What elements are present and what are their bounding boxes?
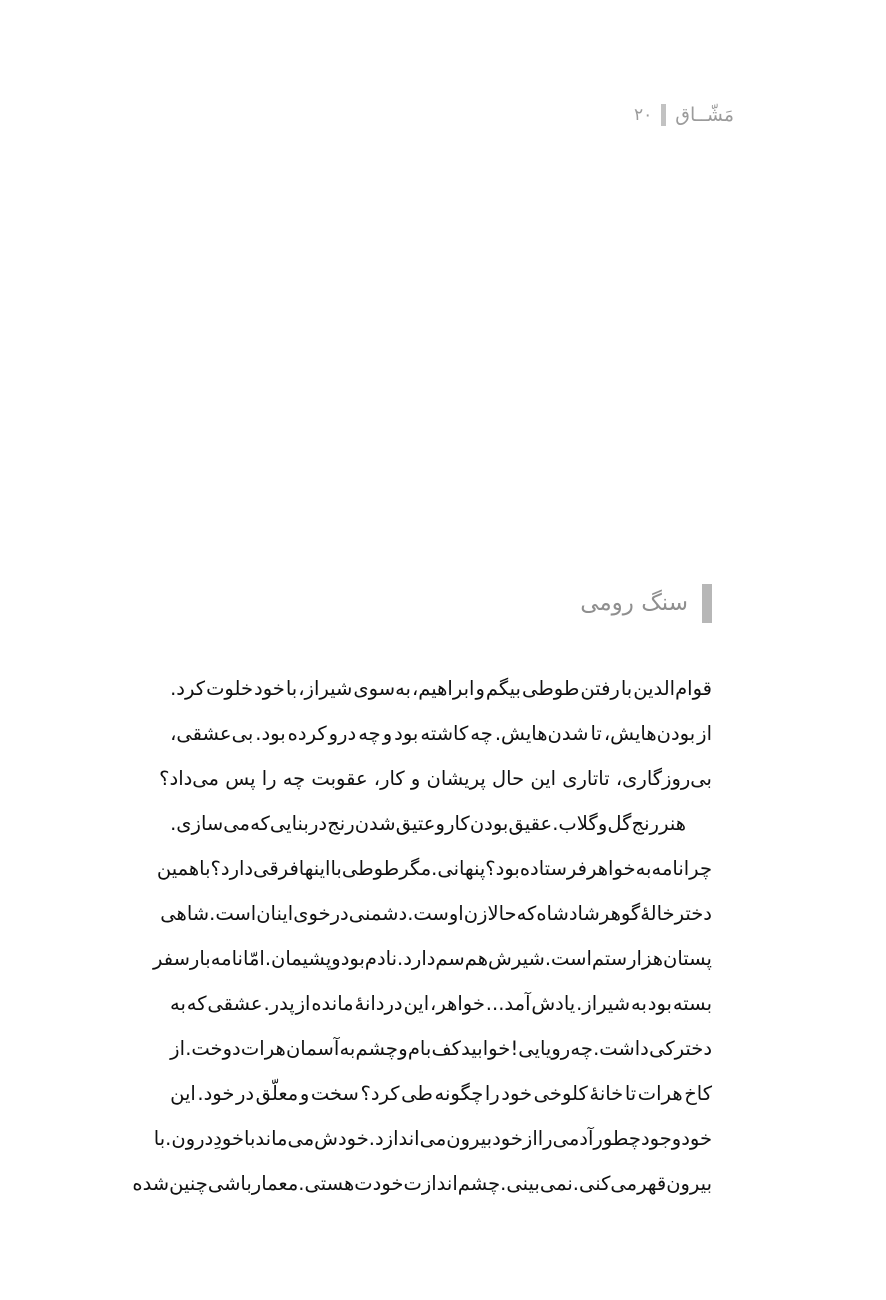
body-word: بود.: [255, 722, 286, 745]
body-word: بود: [394, 722, 419, 745]
body-word: است.: [209, 902, 257, 925]
body-word: پدر.: [263, 992, 295, 1015]
body-word: خودِ: [213, 1127, 245, 1150]
body-word: کرد؟: [360, 1082, 400, 1105]
body-word: خودت: [354, 1172, 404, 1195]
body-word: رفتن: [580, 677, 620, 700]
body-word: با: [244, 1127, 256, 1150]
body-text-block: [132, 666, 712, 1206]
body-word: خود.: [197, 1082, 235, 1105]
body-word: بودن: [469, 812, 509, 835]
body-word: کف: [431, 1037, 461, 1060]
body-word: بار: [189, 947, 211, 970]
body-word: شده: [132, 1172, 170, 1195]
body-word: می‌کنی.: [572, 1172, 638, 1195]
body-word: خودش: [314, 1127, 369, 1150]
body-word: کار: [445, 812, 470, 835]
body-line: [170, 666, 712, 711]
body-line: [170, 801, 712, 846]
body-word: هم: [464, 947, 489, 970]
body-word: فرستاده: [519, 857, 587, 880]
body-word: پشیمان.: [264, 947, 332, 970]
body-word: گلاب.: [552, 812, 598, 835]
body-word: به: [339, 1037, 356, 1060]
body-word: و: [435, 812, 445, 835]
body-word: خواهر،: [430, 992, 485, 1015]
body-word: نامه: [210, 947, 243, 970]
body-word: آسمان: [285, 1037, 340, 1060]
body-word: دردانهٔ: [354, 992, 403, 1015]
body-word: چطور: [593, 1127, 641, 1150]
body-word: نادم: [364, 947, 398, 970]
body-word: را: [484, 1082, 500, 1105]
body-word: بام: [407, 1037, 432, 1060]
body-word: نمی‌بینی.: [500, 1172, 573, 1195]
body-word: دارد.: [397, 947, 436, 970]
body-word: پنهانی.: [431, 857, 486, 880]
page-number: ۲۰: [633, 104, 653, 125]
body-word: در: [235, 1082, 255, 1105]
body-word: همین: [156, 857, 200, 880]
body-word: این: [403, 992, 430, 1015]
body-word: بود: [647, 992, 672, 1015]
body-word: خود: [254, 677, 285, 700]
body-word: هزار: [627, 947, 664, 970]
body-word: بود: [340, 947, 365, 970]
body-word: خود: [681, 1127, 712, 1150]
body-word: شدن: [354, 812, 396, 835]
body-word: گوهرشاد: [568, 902, 641, 925]
body-word: است.: [544, 947, 592, 970]
body-word: درو: [328, 722, 357, 745]
body-word: زن: [463, 902, 488, 925]
body-word: عشقی: [207, 992, 263, 1015]
body-word: که: [186, 992, 207, 1015]
body-word: قهر: [637, 1172, 667, 1195]
body-word: عقیق: [508, 812, 553, 835]
body-word: اینان: [256, 902, 294, 925]
header-book-title: مَشّــاق: [675, 103, 734, 126]
body-word: ستم: [591, 947, 628, 970]
body-word: چنین: [169, 1172, 208, 1195]
body-word: داشت.: [593, 1037, 649, 1060]
body-word: عتیق: [395, 812, 436, 835]
body-word: خود: [492, 1127, 523, 1150]
body-word: حالا: [487, 902, 517, 925]
body-word: را: [537, 1127, 553, 1150]
section-heading-label: سنگ رومی: [580, 590, 688, 616]
body-line: بی‌روزگاری، تاتاری این حال پریشان و کار، عقوبت چه را پس می‌داد؟: [159, 767, 712, 790]
body-word: شیراز،: [298, 677, 353, 700]
body-word: گل: [607, 812, 632, 835]
body-word: نامه: [651, 857, 684, 880]
body-line: [170, 981, 712, 1026]
body-word: خوی: [293, 902, 331, 925]
body-word: طوطی: [521, 677, 580, 700]
body-word: خانهٔ: [589, 1082, 624, 1105]
body-word: بیرون: [666, 1172, 712, 1195]
header-divider-rule: [661, 104, 666, 126]
body-word: کرده: [287, 722, 327, 745]
body-word: طی: [401, 1082, 433, 1105]
body-word: می‌ماند: [255, 1127, 315, 1150]
heading-accent-rule: [702, 584, 712, 623]
body-word: بیرون: [446, 1127, 493, 1150]
body-word: هرات: [240, 1037, 286, 1060]
body-line: [160, 891, 712, 936]
body-word: سخت: [310, 1082, 359, 1105]
body-word: و: [299, 1082, 310, 1105]
body-word: بنایی: [269, 812, 309, 835]
body-word: از: [697, 722, 712, 745]
body-word: و: [382, 722, 393, 745]
body-word: خواهر: [587, 857, 636, 880]
body-word: هرات: [637, 1082, 683, 1105]
body-word: وجود: [640, 1127, 682, 1150]
body-word: درون.: [165, 1127, 214, 1150]
body-word: این: [170, 1082, 196, 1105]
body-word: خوابید: [461, 1037, 511, 1060]
body-line: [152, 936, 712, 981]
body-word: سم: [435, 947, 465, 970]
body-word: امّا: [243, 947, 265, 970]
body-word: از: [170, 1037, 185, 1060]
body-word: پستان: [663, 947, 712, 970]
body-word: از: [295, 992, 311, 1015]
body-word: معمارباشی: [207, 1172, 299, 1195]
body-word: تا: [590, 722, 602, 745]
body-word: بیگم: [485, 677, 521, 700]
body-word: قوام‌الدین: [633, 677, 712, 700]
body-word: با: [285, 677, 298, 700]
body-word: از: [522, 1127, 538, 1150]
body-word: دشمنی: [348, 902, 408, 925]
body-word: هنر: [659, 812, 686, 835]
body-word: و: [597, 812, 608, 835]
body-word: در: [330, 902, 349, 925]
body-word: خلوت: [206, 677, 254, 700]
body-word: با: [330, 857, 342, 880]
body-word: مگر: [399, 857, 432, 880]
body-word: بسته: [672, 992, 712, 1015]
body-word: ابراهیم،: [411, 677, 475, 700]
body-word: و: [331, 947, 341, 970]
body-word: فرقی: [253, 857, 299, 880]
body-word: مانده: [311, 992, 354, 1015]
body-word: به: [635, 857, 652, 880]
body-word: هستی.: [298, 1172, 355, 1195]
body-line: [170, 1026, 712, 1071]
body-word: شاه: [536, 902, 569, 925]
body-line: [156, 846, 712, 891]
body-word: چرا: [683, 857, 712, 880]
body-word: کلوخی: [533, 1082, 588, 1105]
body-word: تا: [624, 1082, 637, 1105]
body-word: به‌سوی: [353, 677, 411, 700]
body-word: چشم‌اندازت: [403, 1172, 501, 1195]
body-word: کاشته: [420, 722, 469, 745]
body-word: رویایی!: [510, 1037, 571, 1060]
body-word: دوخت.: [185, 1037, 241, 1060]
body-word: کاخ: [684, 1082, 712, 1105]
body-word: آمد...: [485, 992, 531, 1015]
body-word: دخترخالهٔ: [640, 902, 712, 925]
body-word: شاهی: [160, 902, 210, 925]
body-word: به: [170, 992, 186, 1015]
body-word: چگونه: [434, 1082, 484, 1105]
body-word: بی‌عشقی،: [170, 722, 254, 745]
body-word: رنج: [327, 812, 355, 835]
body-word: که: [516, 902, 537, 925]
body-word: یادش: [531, 992, 576, 1015]
body-word: بودن‌هایش،: [603, 722, 696, 745]
body-word: کرد.: [170, 677, 206, 700]
running-header: [634, 104, 734, 126]
body-word: و: [475, 677, 485, 700]
body-word: دارد؟: [210, 857, 254, 880]
body-word: دخترکی: [649, 1037, 712, 1060]
body-word: معلّق: [255, 1082, 299, 1105]
body-word: سفر: [152, 947, 190, 970]
body-word: چشم: [355, 1037, 398, 1060]
body-word: چه: [470, 722, 493, 745]
section-heading: [580, 584, 712, 623]
body-line: [153, 1116, 712, 1161]
body-word: می‌اندازد.: [368, 1127, 447, 1150]
body-word: با: [620, 677, 633, 700]
body-word: و: [398, 1037, 408, 1060]
body-word: شدن‌هایش.: [494, 722, 589, 745]
body-word: می‌سازی.: [170, 812, 250, 835]
body-word: آدمی: [552, 1127, 594, 1150]
body-line: [170, 711, 712, 756]
body-word: به: [631, 992, 647, 1015]
body-word: رنج: [631, 812, 659, 835]
body-word: اوست.: [407, 902, 464, 925]
body-word: در: [308, 812, 328, 835]
body-word: چه: [358, 722, 381, 745]
body-word: که: [250, 812, 270, 835]
body-word: طوطی: [341, 857, 400, 880]
body-line: [170, 1071, 712, 1116]
body-word: با: [199, 857, 211, 880]
body-word: شیراز.: [576, 992, 631, 1015]
body-word: چه: [570, 1037, 593, 1060]
body-word: با: [153, 1127, 166, 1150]
body-word: بود؟: [485, 857, 520, 880]
body-word: اینها: [298, 857, 331, 880]
body-word: خود: [501, 1082, 533, 1105]
body-line: [132, 1161, 712, 1206]
body-word: شیرش: [488, 947, 545, 970]
